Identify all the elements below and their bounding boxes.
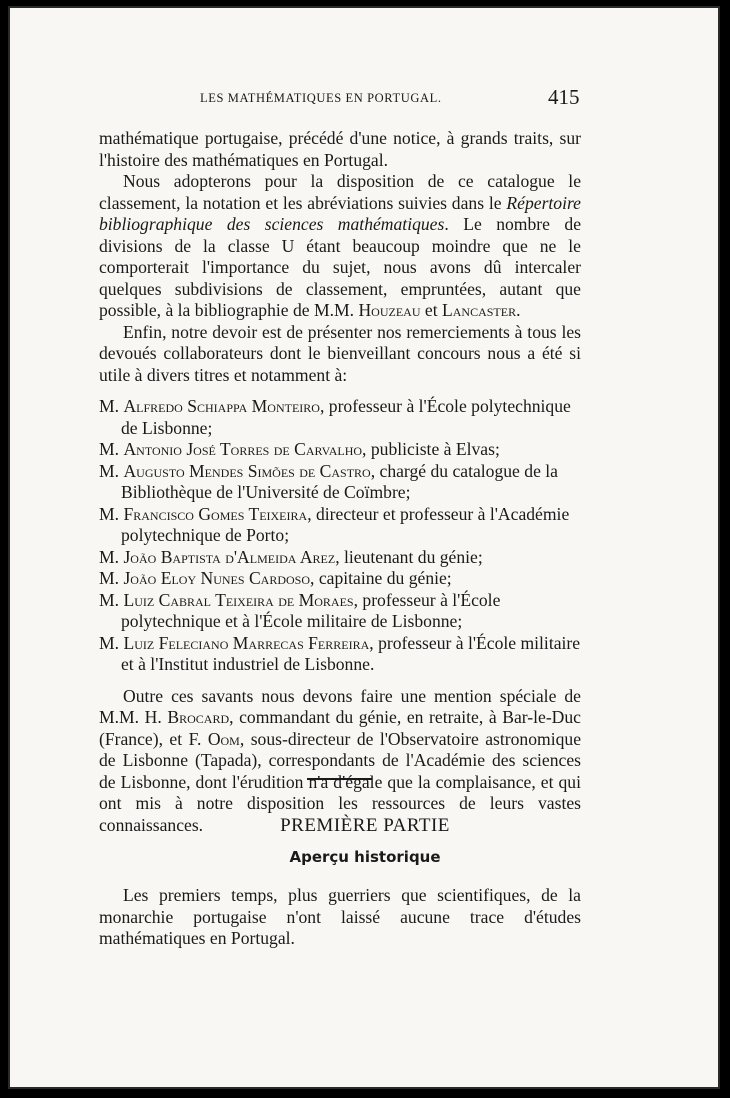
- page-number: 415: [548, 85, 580, 109]
- person-name: Augusto Mendes Simões de Castro: [123, 460, 371, 481]
- person-name: Houzeau: [358, 300, 421, 320]
- person-name: Oom: [207, 728, 240, 749]
- paragraph-1: mathématique portugaise, précédé d'une notice, à grands traits, sur l'histoire des mathématiques en Portugal.: [99, 128, 581, 170]
- section-text: [99, 885, 581, 950]
- list-item: M. Antonio José Torres de Carvalho, publiciste à Elvas;: [99, 439, 500, 459]
- person-name: Luiz Cabral Teixeira de Moraes: [123, 589, 354, 610]
- person-name: João Baptista d'Almeida Arez: [123, 546, 336, 567]
- paragraph-3: Enfin, notre devoir est de présenter nos remerciements à tous les devoués collaborateurs dont le bienveillant concours nous a été si utile à divers titres et notamment à:: [99, 321, 581, 385]
- section-title: Aperçu historique: [289, 848, 441, 866]
- paragraph-5: Les premiers temps, plus guerriers que scientifiques, de la monarchie portugaise n'ont laissé aucune trace d'études mathématiques en Portugal.: [99, 885, 581, 948]
- main-text: [99, 128, 581, 836]
- collaborator-list: [99, 396, 581, 676]
- paragraph-4: Outre ces savants nous devons faire une mention spéciale de M.M. H. Brocard, commandant du génie, en retraite, à Bar-le-Duc (France), et F. Oom, sous-directeur de l'Observatoire astronomique de Lisbonne (Tapada), correspondants de l'Académie des sciences de Lisbonne, dont l'érudition n'a d'égale que la complaisance, et qui ont mis à notre disposition les ressources de leurs vastes connaissances.: [99, 685, 582, 835]
- list-item: M. Alfredo Schiappa Monteiro, professeur à l'École polytechnique de Lisbonne;: [99, 396, 571, 438]
- paragraph-2: Nous adopterons pour la disposition de ce catalogue le classement, la notation et les abréviations suivies dans le Répertoire bibliographique des sciences mathématiques. Le nombre de divisions de la classe U étant beaucoup moindre que ne le comporterait l'importance du sujet, nous avons dû intercaler quelques subdivisions de classement, empruntées, autant que possible, à la bibliographie de M.M. Houzeau et Lancaster.: [99, 171, 582, 320]
- person-name: Lancaster: [442, 300, 517, 320]
- running-title: LES MATHÉMATIQUES EN PORTUGAL.: [200, 91, 442, 105]
- person-name: Brocard: [167, 707, 230, 727]
- list-item: M. Luiz Feleciano Marrecas Ferreira, professeur à l'École militaire et à l'Institut industriel de Lisbonne.: [99, 632, 581, 674]
- person-name: Luiz Feleciano Marrecas Ferreira: [123, 632, 370, 653]
- list-item: M. João Eloy Nunes Cardoso, capitaine du génie;: [99, 568, 452, 588]
- list-item: M. João Baptista d'Almeida Arez, lieutenant du génie;: [99, 546, 483, 567]
- person-name: Alfredo Schiappa Monteiro: [123, 396, 320, 416]
- part-title: PREMIÈRE PARTIE: [280, 815, 450, 836]
- list-item: M. Luiz Cabral Teixeira de Moraes, professeur à l'École polytechnique et à l'École militaire de Lisbonne;: [99, 589, 501, 631]
- person-name: Antonio José Torres de Carvalho: [123, 439, 363, 459]
- section-divider: [307, 778, 372, 780]
- person-name: João Eloy Nunes Cardoso: [123, 568, 311, 588]
- cited-title: Répertoire bibliographique des sciences mathématiques: [99, 192, 581, 234]
- list-item: M. Francisco Gomes Teixeira, directeur et professeur à l'Académie polytechnique de Porto;: [99, 503, 570, 545]
- person-name: Francisco Gomes Teixeira: [123, 503, 308, 524]
- list-item: M. Augusto Mendes Simões de Castro, chargé du catalogue de la Bibliothèque de l'Université de Coïmbre;: [99, 460, 558, 502]
